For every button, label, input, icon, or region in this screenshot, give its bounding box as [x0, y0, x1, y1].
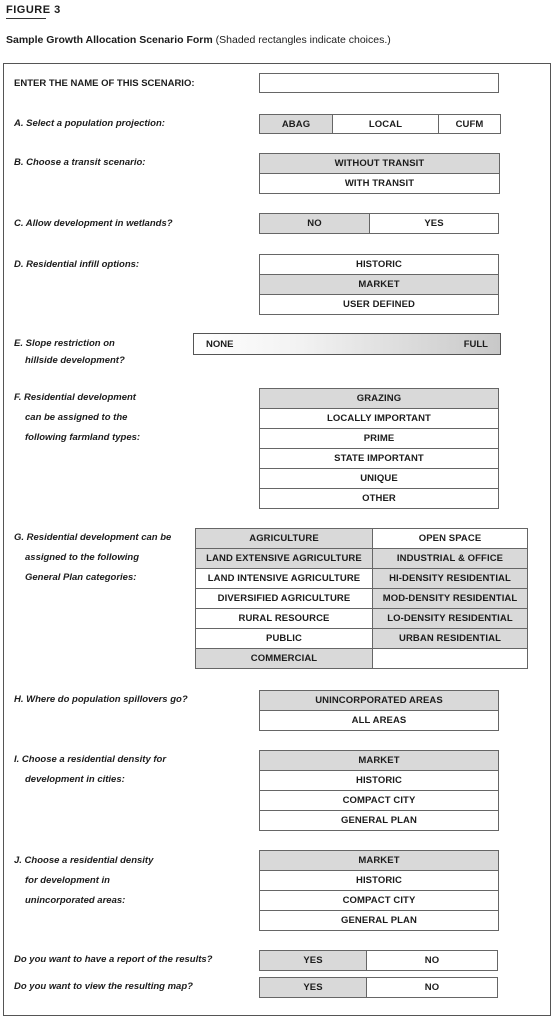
option-j-market[interactable]: MARKET: [259, 850, 499, 871]
option-a-cufm[interactable]: CUFM: [438, 114, 501, 134]
option-g-public[interactable]: PUBLIC: [195, 628, 373, 649]
slider-max-label: FULL: [463, 338, 488, 350]
question-a: A. Select a population projection:: [14, 118, 165, 129]
option-b-without-transit[interactable]: WITHOUT TRANSIT: [259, 153, 500, 174]
option-g-urban-residential[interactable]: URBAN RESIDENTIAL: [372, 628, 528, 649]
question-d: D. Residential infill options:: [14, 259, 140, 270]
figure-label-underline: [6, 18, 46, 19]
option-g-rural-resource[interactable]: RURAL RESOURCE: [195, 608, 373, 629]
option-f-other[interactable]: OTHER: [259, 488, 499, 509]
scenario-name-input[interactable]: [259, 73, 499, 93]
question-j-line2: for development in: [25, 875, 110, 886]
option-g-open-space[interactable]: OPEN SPACE: [372, 528, 528, 549]
question-f-line2: can be assigned to the: [25, 412, 128, 423]
scenario-name-label: ENTER THE NAME OF THIS SCENARIO:: [14, 78, 195, 89]
slider-min-label: NONE: [206, 338, 234, 350]
option-c-no[interactable]: NO: [259, 213, 370, 234]
option-g-land-intensive-agriculture[interactable]: LAND INTENSIVE AGRICULTURE: [195, 568, 373, 589]
question-i-line1: I. Choose a residential density for: [14, 754, 167, 765]
option-g-agriculture[interactable]: AGRICULTURE: [195, 528, 373, 549]
option-d-historic[interactable]: HISTORIC: [259, 254, 499, 275]
question-b: B. Choose a transit scenario:: [14, 157, 146, 168]
option-h-unincorporated-areas[interactable]: UNINCORPORATED AREAS: [259, 690, 499, 711]
slope-restriction-slider[interactable]: [193, 333, 501, 355]
option-g-diversified-agriculture[interactable]: DIVERSIFIED AGRICULTURE: [195, 588, 373, 609]
map-no-button[interactable]: NO: [366, 977, 498, 998]
option-j-historic[interactable]: HISTORIC: [259, 870, 499, 891]
question-e-line1: E. Slope restriction on: [14, 338, 115, 349]
option-i-compact-city[interactable]: COMPACT CITY: [259, 790, 499, 811]
option-c-yes[interactable]: YES: [369, 213, 499, 234]
option-j-compact-city[interactable]: COMPACT CITY: [259, 890, 499, 911]
question-e-line2: hillside development?: [25, 355, 125, 366]
option-i-historic[interactable]: HISTORIC: [259, 770, 499, 791]
report-yes-button[interactable]: YES: [259, 950, 367, 971]
option-g-lo-density-residential[interactable]: LO-DENSITY RESIDENTIAL: [372, 608, 528, 629]
question-i-line2: development in cities:: [25, 774, 125, 785]
question-f-line1: F. Residential development: [14, 392, 136, 403]
question-g-line1: G. Residential development can be: [14, 532, 172, 543]
question-h: H. Where do population spillovers go?: [14, 694, 188, 705]
caption-title: Sample Growth Allocation Scenario Form: [6, 34, 213, 46]
map-yes-button[interactable]: YES: [259, 977, 367, 998]
option-j-general-plan[interactable]: GENERAL PLAN: [259, 910, 499, 931]
option-h-all-areas[interactable]: ALL AREAS: [259, 710, 499, 731]
figure-caption: [6, 34, 391, 46]
question-j-line3: unincorporated areas:: [25, 895, 126, 906]
option-f-state-important[interactable]: STATE IMPORTANT: [259, 448, 499, 469]
caption-note: (Shaded rectangles indicate choices.): [215, 34, 391, 46]
question-c: C. Allow development in wetlands?: [14, 218, 173, 229]
option-f-prime[interactable]: PRIME: [259, 428, 499, 449]
question-g-line3: General Plan categories:: [25, 572, 137, 583]
option-f-unique[interactable]: UNIQUE: [259, 468, 499, 489]
option-d-market[interactable]: MARKET: [259, 274, 499, 295]
question-f-line3: following farmland types:: [25, 432, 141, 443]
question-j-line1: J. Choose a residential density: [14, 855, 154, 866]
option-f-locally-important[interactable]: LOCALLY IMPORTANT: [259, 408, 499, 429]
report-no-button[interactable]: NO: [366, 950, 498, 971]
option-g-mod-density-residential[interactable]: MOD-DENSITY RESIDENTIAL: [372, 588, 528, 609]
figure-label: FIGURE 3: [6, 4, 61, 16]
option-i-market[interactable]: MARKET: [259, 750, 499, 771]
option-g-empty-cell: [372, 648, 528, 669]
option-a-abag[interactable]: ABAG: [259, 114, 333, 134]
question-g-line2: assigned to the following: [25, 552, 139, 563]
question-report: Do you want to have a report of the results?: [14, 954, 213, 965]
option-d-user-defined[interactable]: USER DEFINED: [259, 294, 499, 315]
option-g-land-extensive-agriculture[interactable]: LAND EXTENSIVE AGRICULTURE: [195, 548, 373, 569]
option-g-commercial[interactable]: COMMERCIAL: [195, 648, 373, 669]
question-map: Do you want to view the resulting map?: [14, 981, 193, 992]
option-g-hi-density-residential[interactable]: HI-DENSITY RESIDENTIAL: [372, 568, 528, 589]
option-i-general-plan[interactable]: GENERAL PLAN: [259, 810, 499, 831]
option-g-industrial-office[interactable]: INDUSTRIAL & OFFICE: [372, 548, 528, 569]
option-a-local[interactable]: LOCAL: [332, 114, 439, 134]
option-f-grazing[interactable]: GRAZING: [259, 388, 499, 409]
option-b-with-transit[interactable]: WITH TRANSIT: [259, 173, 500, 194]
